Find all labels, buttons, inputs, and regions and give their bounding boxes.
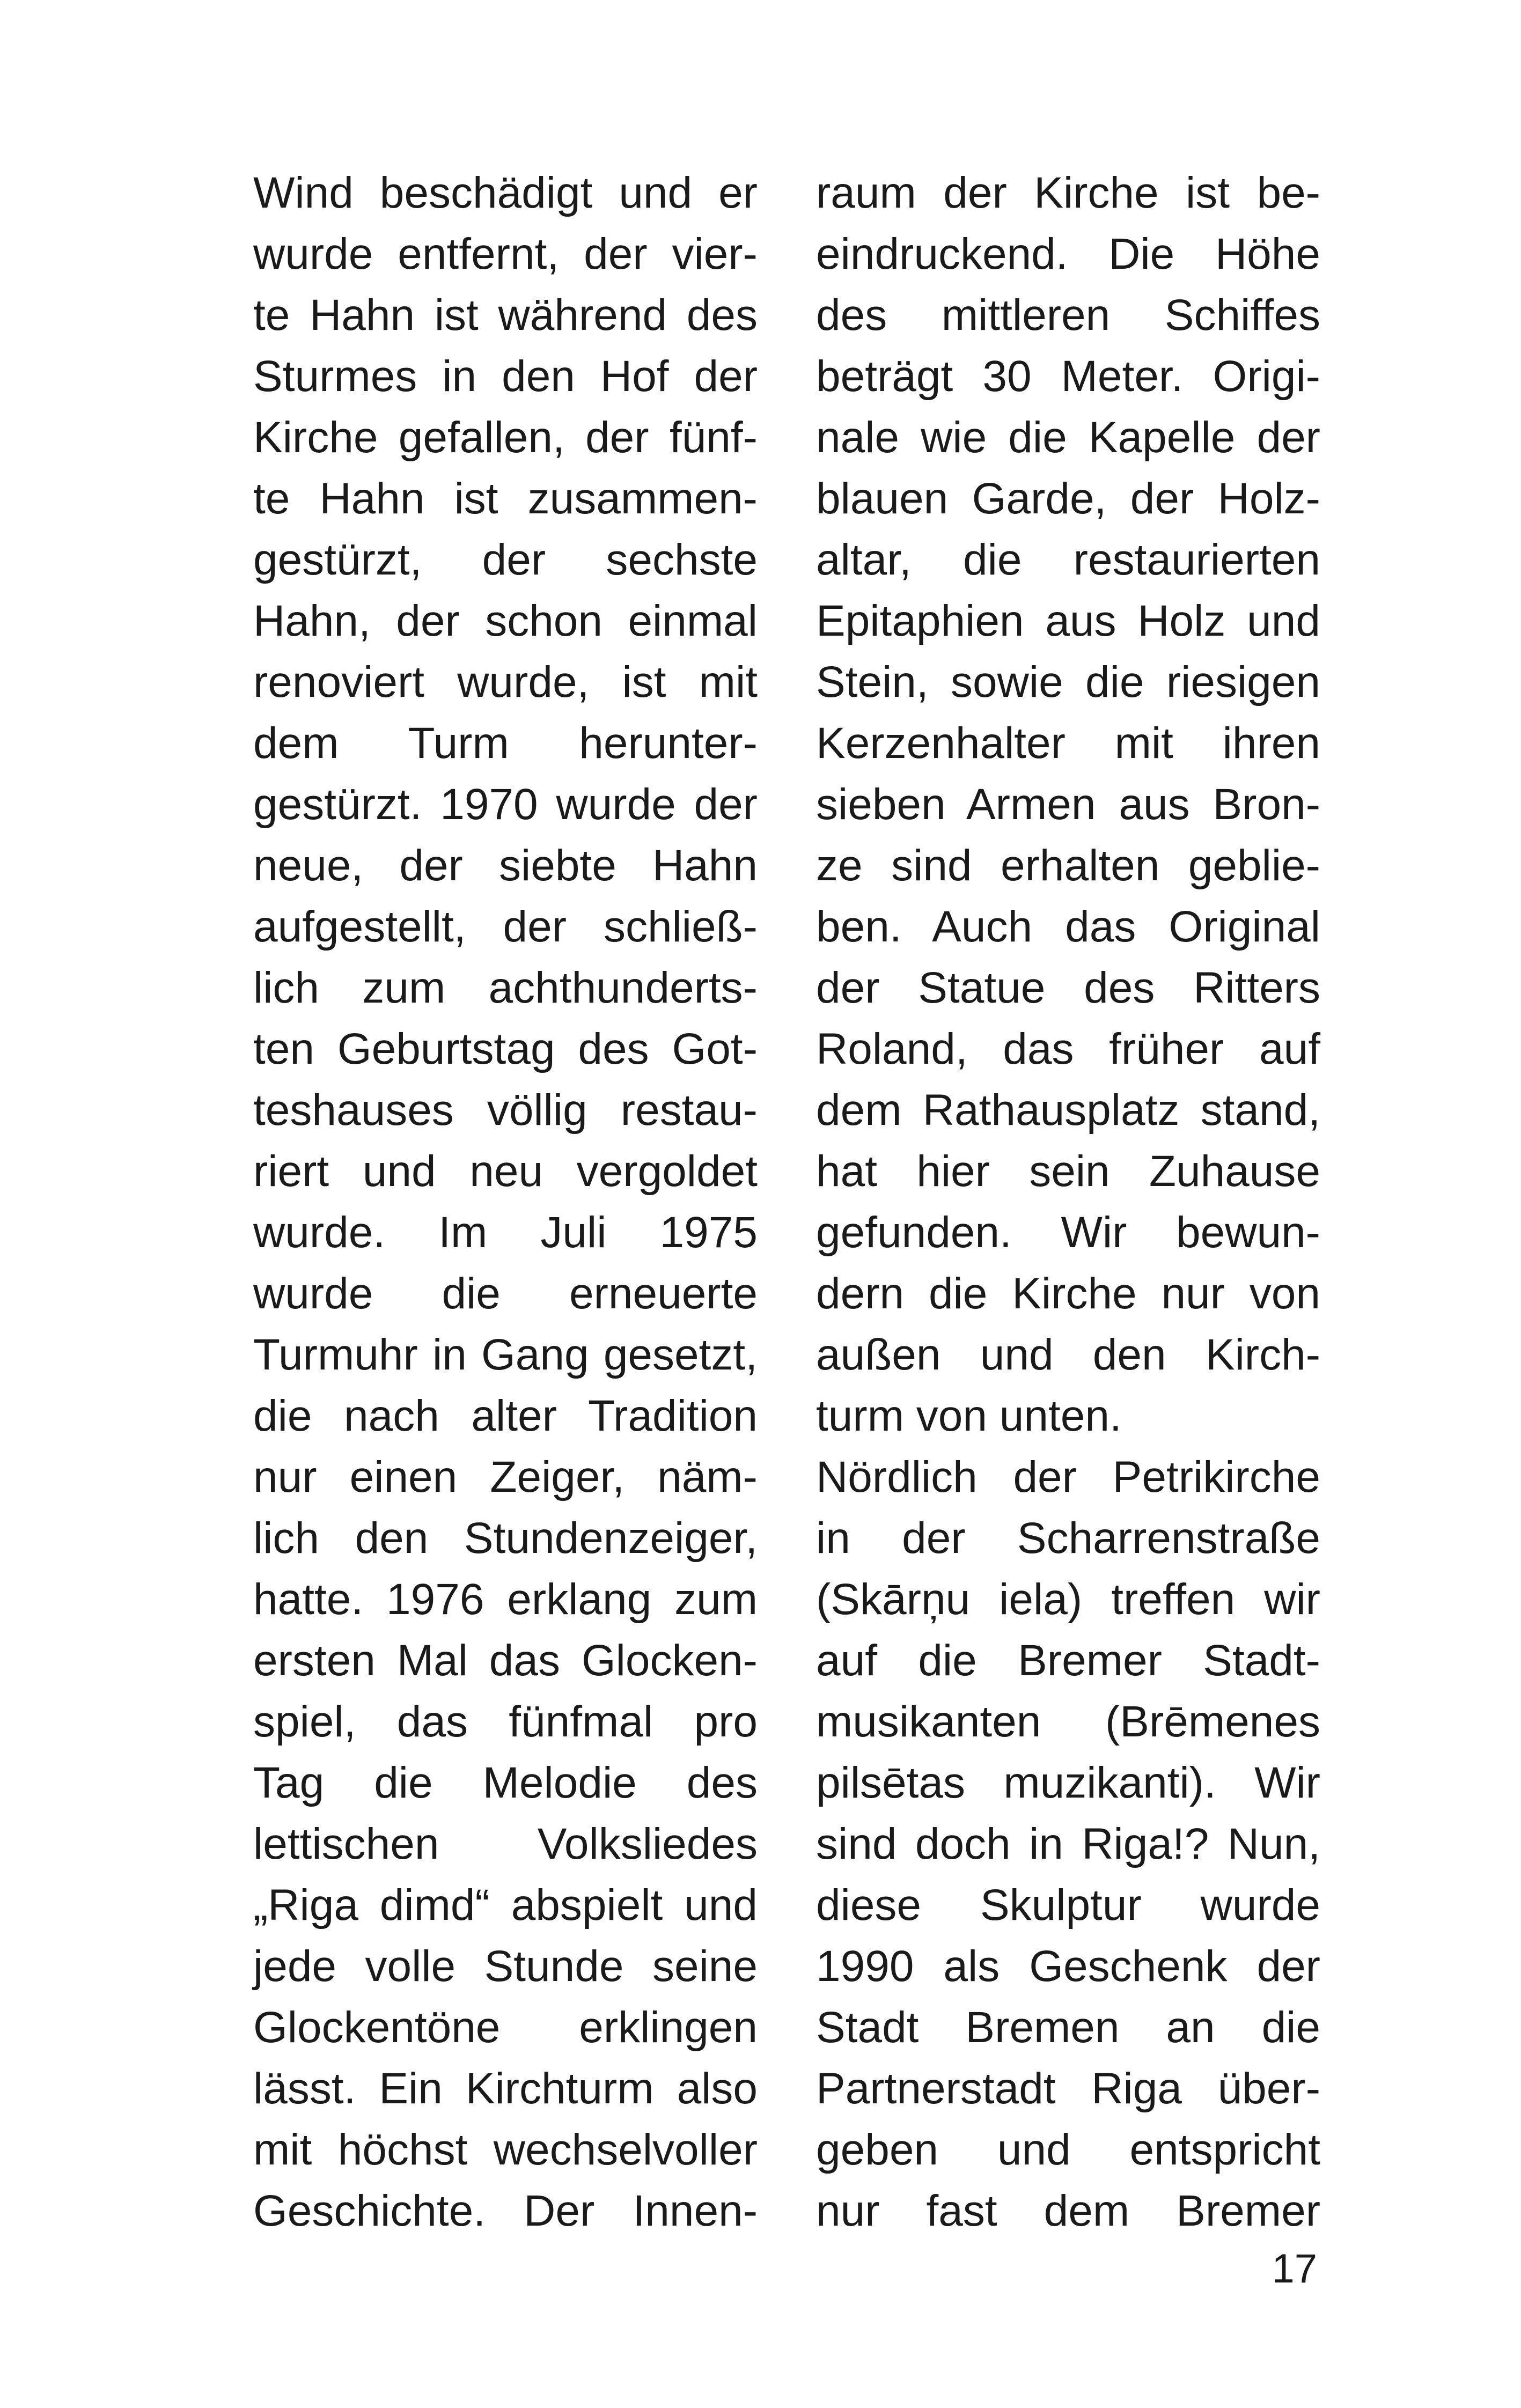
- text-line: Wind beschädigt und er: [253, 168, 758, 217]
- text-line: Hahn, der schon einmal: [253, 597, 758, 645]
- text-line: beträgt 30 Meter. Origi-: [816, 352, 1320, 401]
- text-line: turm von unten.: [816, 1391, 1122, 1440]
- page-number: 17: [1272, 2246, 1317, 2292]
- text-line: dern die Kirche nur von: [816, 1269, 1320, 1318]
- text-line: des mittleren Schiffes: [816, 291, 1320, 340]
- text-line: hat hier sein Zuhause: [816, 1147, 1320, 1196]
- text-line: geben und entspricht: [816, 2125, 1320, 2174]
- text-line: sieben Armen aus Bron-: [816, 780, 1320, 829]
- text-line: die nach alter Tradition: [253, 1391, 758, 1440]
- text-line: riert und neu vergoldet: [253, 1147, 758, 1196]
- text-line: eindruckend. Die Höhe: [816, 230, 1320, 278]
- text-line: Epitaphien aus Holz und: [816, 597, 1320, 645]
- text-line: nale wie die Kapelle der: [816, 413, 1320, 462]
- text-line: (Skārņu iela) treffen wir: [816, 1575, 1320, 1624]
- text-line: Kerzenhalter mit ihren: [816, 719, 1320, 768]
- text-line: Stadt Bremen an die: [816, 2003, 1320, 2052]
- text-line: mit höchst wechselvoller: [253, 2125, 758, 2174]
- text-line: te Hahn ist während des: [253, 291, 758, 340]
- text-line: te Hahn ist zusammen-: [253, 474, 758, 523]
- text-line: diese Skulptur wurde: [816, 1881, 1320, 1930]
- text-line: dem Rathausplatz stand,: [816, 1086, 1320, 1135]
- text-line: gestürzt. 1970 wurde der: [253, 780, 758, 829]
- text-line: spiel, das fünfmal pro: [253, 1697, 758, 1746]
- text-line: Glockentöne erklingen: [253, 2003, 758, 2052]
- text-line: blauen Garde, der Holz-: [816, 474, 1320, 523]
- text-line: ten Geburtstag des Got-: [253, 1025, 758, 1073]
- text-line: Turmuhr in Gang gesetzt,: [253, 1330, 758, 1379]
- text-line: in der Scharrenstraße: [816, 1514, 1320, 1563]
- text-line: lich zum achthunderts-: [253, 963, 758, 1012]
- text-line: außen und den Kirch-: [816, 1330, 1320, 1379]
- text-line: nur fast dem Bremer: [816, 2186, 1320, 2235]
- text-line: lettischen Volksliedes: [253, 1820, 758, 1868]
- text-line: Nördlich der Petrikirche: [816, 1453, 1320, 1501]
- text-line: Kirche gefallen, der fünf-: [253, 413, 758, 462]
- text-line: nur einen Zeiger, näm-: [253, 1453, 758, 1501]
- text-line: Partnerstadt Riga über-: [816, 2064, 1320, 2113]
- text-line: altar, die restaurierten: [816, 535, 1320, 584]
- text-line: Roland, das früher auf: [816, 1025, 1320, 1073]
- text-line: neue, der siebte Hahn: [253, 841, 758, 890]
- text-line: teshauses völlig restau-: [253, 1086, 758, 1135]
- text-line: gestürzt, der sechste: [253, 535, 758, 584]
- text-line: Stein, sowie die riesigen: [816, 658, 1320, 706]
- text-line: aufgestellt, der schließ-: [253, 902, 758, 951]
- text-line: wurde die erneuerte: [253, 1269, 758, 1318]
- text-line: raum der Kirche ist be-: [816, 168, 1320, 217]
- text-line: ben. Auch das Original: [816, 902, 1320, 951]
- text-line: Sturmes in den Hof der: [253, 352, 758, 401]
- text-line: sind doch in Riga!? Nun,: [816, 1820, 1320, 1868]
- text-line: wurde entfernt, der vier-: [253, 230, 758, 278]
- right-text-column: [816, 163, 1320, 2242]
- text-line: lässt. Ein Kirchturm also: [253, 2064, 758, 2113]
- text-line: renoviert wurde, ist mit: [253, 658, 758, 706]
- text-line: hatte. 1976 erklang zum: [253, 1575, 758, 1624]
- text-line: auf die Bremer Stadt-: [816, 1636, 1320, 1685]
- text-line: musikanten (Brēmenes: [816, 1697, 1320, 1746]
- text-line: der Statue des Ritters: [816, 963, 1320, 1012]
- left-text-column: [253, 163, 758, 2242]
- text-line: ze sind erhalten geblie-: [816, 841, 1320, 890]
- text-line: gefunden. Wir bewun-: [816, 1208, 1320, 1257]
- text-line: lich den Stundenzeiger,: [253, 1514, 758, 1563]
- text-line: Tag die Melodie des: [253, 1758, 758, 1807]
- text-line: dem Turm herunter-: [253, 719, 758, 768]
- text-line: pilsētas muzikanti). Wir: [816, 1758, 1320, 1807]
- text-line: „Riga dimd“ abspielt und: [253, 1881, 758, 1930]
- text-line: wurde. Im Juli 1975: [253, 1208, 758, 1257]
- text-line: jede volle Stunde seine: [253, 1942, 758, 1991]
- text-line: 1990 als Geschenk der: [816, 1942, 1320, 1991]
- text-line: ersten Mal das Glocken-: [253, 1636, 758, 1685]
- text-line: Geschichte. Der Innen-: [253, 2186, 758, 2235]
